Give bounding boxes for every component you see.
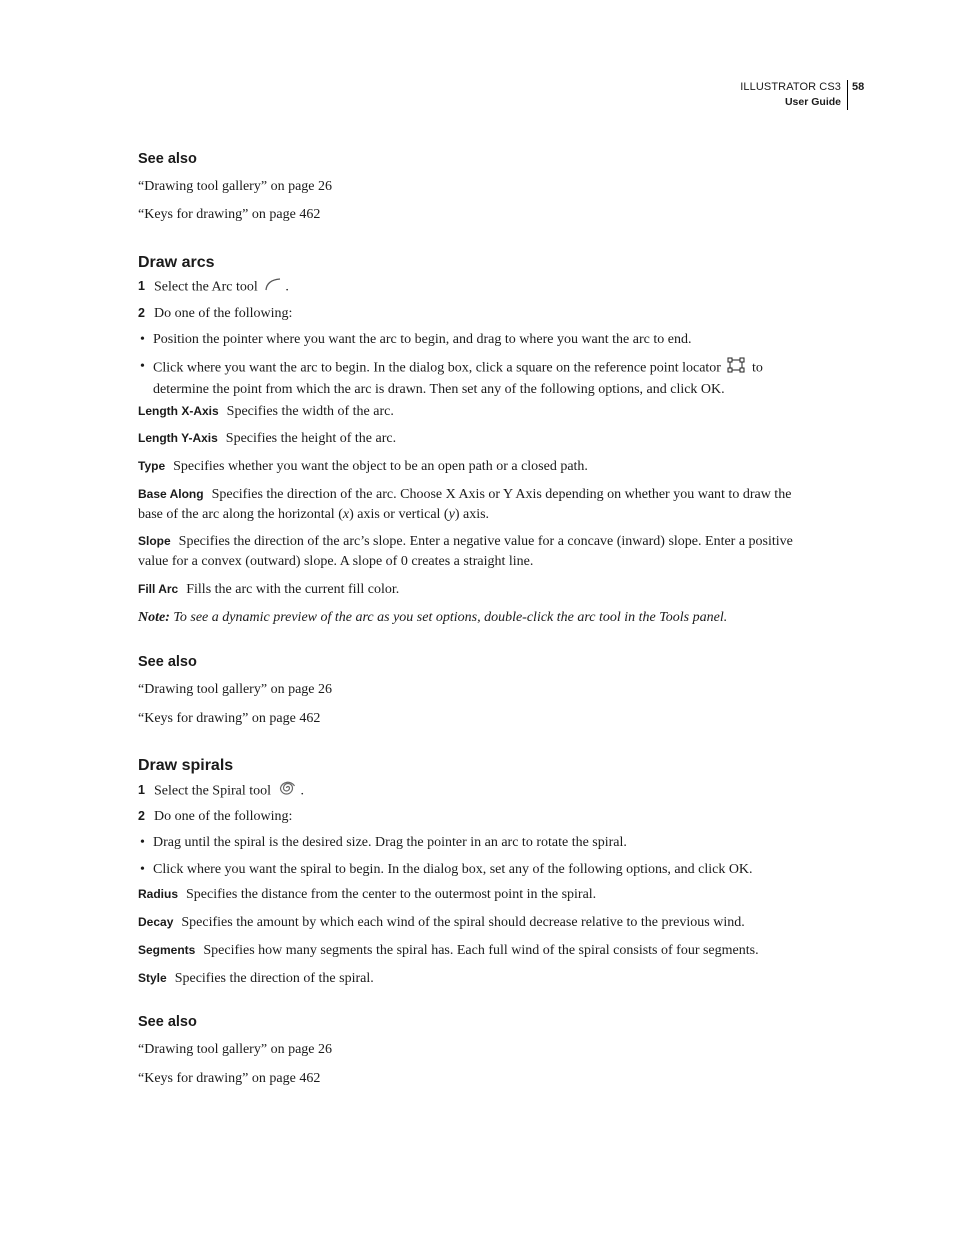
option-length-x-axis: Length X-Axis Specifies the width of the arc. (138, 404, 394, 419)
step-number: 2 (138, 306, 145, 320)
running-header (740, 80, 848, 110)
option-radius: Radius Specifies the distance from the center to the outermost point in the spiral. (138, 887, 597, 902)
bullet-dot: • (140, 332, 145, 347)
bullet-dot: • (140, 359, 145, 374)
option-length-y-axis: Length Y-Axis Specifies the height of the arc. (138, 431, 397, 446)
arc-note (138, 608, 818, 628)
header-guide: User Guide (784, 96, 841, 108)
reference-point-locator-icon (727, 357, 745, 380)
option-style: Style Specifies the direction of the spiral. (138, 971, 374, 986)
link-drawing-tool-gallery[interactable]: “Drawing tool gallery” on page 26 (138, 682, 332, 697)
step-number: 1 (138, 279, 145, 294)
spiral-tool-icon (278, 780, 298, 803)
option-term: Length Y-Axis (138, 431, 218, 445)
section-heading-draw-spirals: Draw spirals (138, 757, 234, 774)
arc-tool-icon (264, 277, 282, 298)
arc-step-1: 1 Select the Arc tool . (138, 277, 818, 298)
spiral-step-2: 2 Do one of the following: (138, 807, 818, 827)
arc-bullet-2: • Click where you want the arc to begin. In the dialog box, click a square on the reference point locator to determine the point from which the arc is drawn. Then set any of the following options, and click OK. (140, 359, 763, 397)
option-decay: Decay Specifies the amount by which each wind of the spiral should decrease relative to the previous wind. (138, 915, 745, 930)
link-keys-for-drawing[interactable]: “Keys for drawing” on page 462 (138, 1071, 321, 1086)
option-term: Fill Arc (138, 582, 179, 596)
note-label: Note: (138, 610, 170, 625)
option-term: Decay (138, 915, 174, 929)
option-term: Slope (138, 534, 171, 548)
see-also-heading: See also (138, 151, 197, 167)
option-base-along: Base Along Specifies the direction of the arc. Choose X Axis or Y Axis depending on whether you want to draw the base of the arc along the horizontal (x) axis or vertical (y) axis. (138, 487, 792, 522)
spiral-bullet-1: • Drag until the spiral is the desired size. Drag the pointer in an arc to rotate the spiral. (138, 833, 818, 853)
option-slope: Slope Specifies the direction of the arc’s slope. Enter a negative value for a concave (inward) slope. Enter a positive value for a convex (outward) slope. A slope of 0 creates a straight line. (138, 534, 793, 569)
see-also-heading: See also (138, 1014, 197, 1030)
option-term: Type (138, 459, 166, 473)
spiral-step-1: 1 Select the Spiral tool . (138, 780, 818, 803)
link-drawing-tool-gallery[interactable]: “Drawing tool gallery” on page 26 (138, 179, 332, 194)
link-keys-for-drawing[interactable]: “Keys for drawing” on page 462 (138, 711, 321, 726)
page-number: 58 (852, 81, 865, 93)
option-term: Length X-Axis (138, 404, 219, 418)
section-heading-draw-arcs: Draw arcs (138, 254, 215, 271)
arc-step-2: 2 Do one of the following: (138, 304, 818, 324)
bullet-dot: • (140, 862, 145, 877)
option-term: Style (138, 971, 167, 985)
step-number: 1 (138, 783, 145, 798)
option-term: Base Along (138, 487, 204, 501)
option-term: Segments (138, 943, 196, 957)
see-also-heading: See also (138, 654, 197, 670)
arc-bullet-1: • Position the pointer where you want the arc to begin, and drag to where you want the arc to end. (138, 330, 818, 350)
option-term: Radius (138, 887, 179, 901)
option-type: Type Specifies whether you want the object to be an open path or a closed path. (138, 459, 588, 474)
option-segments: Segments Specifies how many segments the spiral has. Each full wind of the spiral consists of four segments. (138, 943, 759, 958)
link-keys-for-drawing[interactable]: “Keys for drawing” on page 462 (138, 207, 321, 222)
spiral-bullet-2: • Click where you want the spiral to begin. In the dialog box, set any of the following options, and click OK. (138, 860, 818, 880)
header-product: ILLUSTRATOR CS3 (740, 81, 841, 93)
bullet-dot: • (140, 835, 145, 850)
link-drawing-tool-gallery[interactable]: “Drawing tool gallery” on page 26 (138, 1042, 332, 1057)
note-text: To see a dynamic preview of the arc as you set options, double-click the arc tool in the Tools panel. (173, 610, 728, 625)
step-number: 2 (138, 809, 145, 823)
option-fill-arc: Fill Arc Fills the arc with the current fill color. (138, 582, 400, 597)
